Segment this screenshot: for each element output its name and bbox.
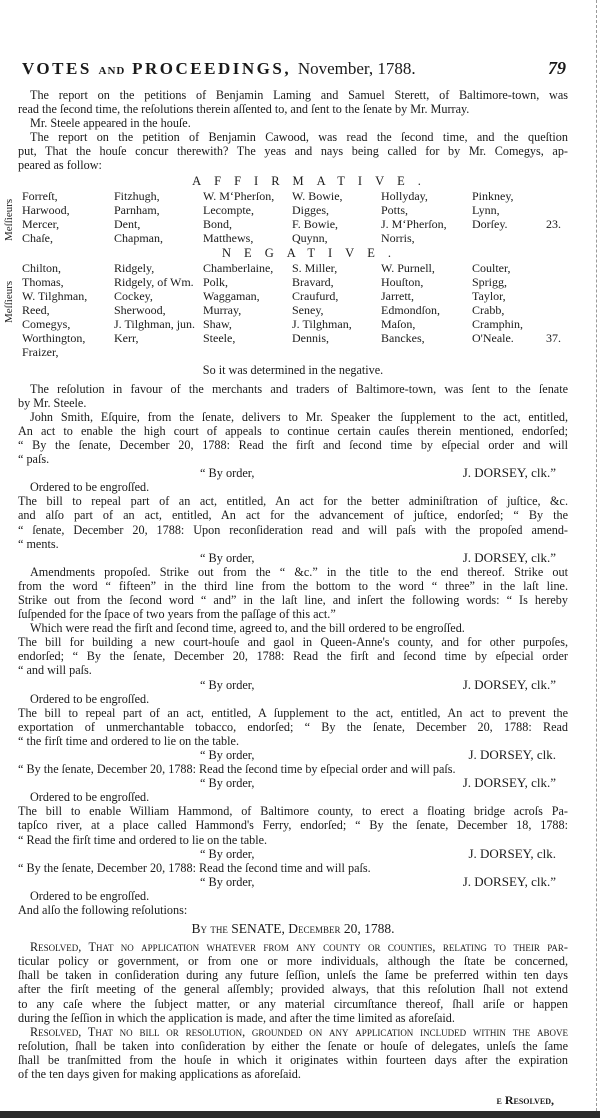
member-name: Chaſe, xyxy=(22,230,53,245)
text-line: of the ten days given for making applications as aforeſaid. xyxy=(18,1066,301,1081)
text-line: during the ſeſſion in which the application is made, and after the time limited as aforeſaid. xyxy=(18,1010,455,1025)
vote-heading: AFFIRMATIVE. xyxy=(192,173,434,188)
vote-table xyxy=(3,188,568,245)
member-name: J. M‘Pherſon, xyxy=(381,216,447,231)
text-line: Mr. Steele appeared in the houſe. xyxy=(30,116,191,131)
paragraph xyxy=(18,889,568,903)
member-name: Kerr, xyxy=(114,330,139,345)
paragraph xyxy=(18,861,568,875)
member-name: Pinkney, xyxy=(472,188,514,203)
text-line: “ paſs. xyxy=(18,452,50,467)
text-line: and alſo part of an act, entitled, An act for the advancement of juſtice, endorſed; “ By the xyxy=(18,508,568,523)
by-order-text: “ By order, xyxy=(200,748,255,762)
scan-edge xyxy=(596,0,597,1111)
member-name: Comegys, xyxy=(22,316,71,331)
text-line: exportation of unmerchantable tobacco, endorſed; “ By the ſenate, December 20, 1788: Read xyxy=(18,719,568,734)
member-name: O'Neale. xyxy=(472,330,514,345)
vote-row xyxy=(18,303,568,317)
vote-row xyxy=(18,275,568,289)
member-name: W. Bowie, xyxy=(292,188,343,203)
paragraph xyxy=(18,940,568,1025)
vote-count: 23. xyxy=(546,216,561,231)
paragraph xyxy=(18,410,568,466)
signature-line xyxy=(18,875,568,889)
vote-table xyxy=(3,260,568,359)
paragraph xyxy=(18,692,568,706)
member-name: Lynn, xyxy=(472,202,500,217)
text-line: Ordered to be engroſſed. xyxy=(30,480,150,495)
member-name: Thomas, xyxy=(22,274,64,289)
running-header xyxy=(18,58,568,88)
member-name: Reed, xyxy=(22,302,50,317)
text-line: “ and will paſs. xyxy=(18,663,92,678)
text-line: reſolution, ſhall be taken into conſideration by either the ſenate or houſe of delegates, unleſs the ſame xyxy=(18,1038,568,1053)
messieurs-label: Meſſieurs xyxy=(3,198,15,241)
paragraph xyxy=(18,480,568,494)
text-line: The bill to repeal part of an act, entitled, An act for the better adminiſtration of juſtice, &c. xyxy=(18,494,568,509)
text-line: ſhall be tranſmitted from the houſe in which it originates within fourteen days after the expiration xyxy=(18,1052,568,1067)
member-name: F. Bowie, xyxy=(292,216,339,231)
title-votes: VOTES xyxy=(22,59,92,78)
text-line: The report on the petitions of Benjamin Laming and Samuel Sterett, of Baltimore-town, was xyxy=(30,88,568,102)
text-line: by Mr. Steele. xyxy=(18,395,87,410)
text-line: from the word “ fifteen” in the third line from the bottom to the word “ three” in the laſt line. xyxy=(18,578,568,593)
member-name: Chamberlaine, xyxy=(203,260,274,275)
vote-row xyxy=(18,203,568,217)
member-name: W. M‘Pherſon, xyxy=(203,188,275,203)
text-line: Ordered to be engroſſed. xyxy=(30,691,150,706)
paragraph xyxy=(18,804,568,846)
paragraph xyxy=(18,1025,568,1081)
member-name: Chapman, xyxy=(114,230,163,245)
member-name: Potts, xyxy=(381,202,409,217)
member-name: W. Purnell, xyxy=(381,260,435,275)
member-name: Houſton, xyxy=(381,274,424,289)
text-line: Resolved, That no application whatever from any county or counties, relating to their par- xyxy=(30,940,568,955)
member-name: Matthews, xyxy=(203,230,254,245)
centered-line: By the SENATE, December 20, 1788. xyxy=(191,921,395,937)
text-line: ſhall be taken in conſideration during any future ſeſſion, unleſs the ſame be preferred within ten days xyxy=(18,968,568,983)
text-line: Which were read the firſt and ſecond time, agreed to, and the bill ordered to be engroſſed. xyxy=(30,621,465,636)
member-name: Lecompte, xyxy=(203,202,254,217)
document-body xyxy=(3,88,568,1081)
text-line: The reſolution in favour of the merchants and traders of Baltimore-town, was ſent to the ſenate xyxy=(30,381,568,396)
by-order-text: “ By order, xyxy=(200,466,255,481)
paragraph xyxy=(18,706,568,748)
messieurs-label: Meſſieurs xyxy=(3,280,15,323)
text-line: The bill to enable William Hammond, of Baltimore county, to erect a floating bridge acroſs Pa- xyxy=(18,804,568,819)
clerk-signature: J. DORSEY, clk.” xyxy=(462,549,556,565)
member-name: W. Tilghman, xyxy=(22,288,88,303)
member-name: Norris, xyxy=(381,230,415,245)
paragraph xyxy=(18,621,568,635)
by-order-text: “ By order, xyxy=(200,776,255,791)
member-name: J. Tilghman, xyxy=(292,316,352,331)
text-line: after the firſt meeting of the general aſſembly; provided always, that this reſolution ſhall not extend xyxy=(18,982,568,997)
vote-count: 37. xyxy=(546,330,561,345)
text-line: Amendments propoſed. Strike out from the “ &c.” in the title to the end thereof. Strike out xyxy=(30,564,568,579)
member-name: Craufurd, xyxy=(292,288,339,303)
vote-row xyxy=(18,231,568,245)
text-line: ſuſpended for the ſpace of two years from the paſſage of this act.” xyxy=(18,607,336,622)
page-title xyxy=(22,59,416,79)
paragraph xyxy=(18,635,568,677)
member-name: Edmondſon, xyxy=(381,302,440,317)
catchword: e Resolved, xyxy=(496,1093,554,1108)
paragraph xyxy=(18,382,568,410)
member-name: Jarrett, xyxy=(381,288,414,303)
member-name: Steele, xyxy=(203,330,236,345)
text-line: “ Read the firſt time and ordered to lie on the table. xyxy=(18,832,268,847)
member-name: Digges, xyxy=(292,202,329,217)
clerk-signature: J. DORSEY, clk.” xyxy=(462,465,556,481)
paragraph xyxy=(18,116,568,130)
member-name: Fraizer, xyxy=(22,344,59,359)
vote-heading: NEGATIVE. xyxy=(222,245,404,260)
member-name: Banckes, xyxy=(381,330,425,345)
member-name: Hollyday, xyxy=(381,188,428,203)
member-name: Dennis, xyxy=(292,330,329,345)
text-line: “ ſenate, December 20, 1788: Upon reconſideration read and will paſs with the propoſed amend- xyxy=(18,522,568,537)
member-name: Crabb, xyxy=(472,302,505,317)
text-line: peared as follow: xyxy=(18,158,102,173)
member-name: Polk, xyxy=(203,274,229,289)
paragraph xyxy=(18,790,568,804)
vote-row xyxy=(18,317,568,331)
member-name: Bond, xyxy=(203,216,233,231)
signature-line xyxy=(18,748,568,762)
text-line: Ordered to be engroſſed. xyxy=(30,790,150,805)
member-name: Coulter, xyxy=(472,260,511,275)
vote-row xyxy=(18,189,568,203)
title-proceedings: PROCEEDINGS, xyxy=(132,59,292,78)
member-name: Harwood, xyxy=(22,202,70,217)
text-line: tapſco river, at a place called Hammond's Ferry, endorſed; “ By the ſenate, December 18, 1788: xyxy=(18,818,568,833)
centered-line: So it was determined in the negative. xyxy=(202,362,384,377)
paragraph xyxy=(18,762,568,776)
member-name: S. Miller, xyxy=(292,260,338,275)
member-name: Dorſey. xyxy=(472,216,508,231)
text-line: The bill to repeal part of an act, entitled, A ſupplement to the act, entitled, An act to prevent the xyxy=(18,705,568,720)
member-name: Cramphin, xyxy=(472,316,523,331)
clerk-signature: J. DORSEY, clk.” xyxy=(462,873,556,889)
text-line: An act to enable the high court of appeals to continue certain cauſes therein mentioned, endorſed; xyxy=(18,423,568,438)
member-name: Forreſt, xyxy=(22,188,58,203)
page-number: 79 xyxy=(548,58,566,78)
paragraph xyxy=(18,903,568,917)
text-line: The report on the petition of Benjamin Cawood, was read the ſecond time, and the queſtion xyxy=(30,130,568,145)
clerk-signature: J. DORSEY, clk.” xyxy=(462,676,556,692)
text-line: read the ſecond time, the reſolutions therein aſſented to, and ſent to the ſenate by Mr. Murray. xyxy=(18,102,470,117)
scan-bottom-band xyxy=(0,1111,600,1118)
vote-row xyxy=(18,261,568,275)
text-line: “ By the ſenate, December 20, 1788: Read the ſecond time and will paſs. xyxy=(18,860,371,875)
title-date: November, 1788. xyxy=(297,59,416,78)
document-page xyxy=(3,58,568,1108)
paragraph xyxy=(18,130,568,172)
signature-line xyxy=(18,678,568,692)
paragraph xyxy=(18,494,568,550)
by-order-text: “ By order, xyxy=(200,550,255,565)
by-order-text: “ By order, xyxy=(200,846,255,861)
by-order-text: “ By order, xyxy=(200,874,255,889)
text-line: Strike out from the ſecond word “ and” in the laſt line, and inſert the following words: “ Is hereby xyxy=(18,592,568,607)
text-line: “ ments. xyxy=(18,536,59,551)
text-line: “ the firſt time and ordered to lie on the table. xyxy=(18,733,239,748)
member-name: Sherwood, xyxy=(114,302,166,317)
member-name: Fitzhugh, xyxy=(114,188,160,203)
vote-row xyxy=(18,289,568,303)
member-name: Mercer, xyxy=(22,216,60,231)
text-line: endorſed; “ By the ſenate, December 20, 1788: Read the firſt and ſecond time by eſpecial order xyxy=(18,649,568,664)
text-line: “ By the ſenate, December 20, 1788: Read the firſt and ſecond time by eſpecial order and will xyxy=(18,437,568,452)
member-name: J. Tilghman, jun. xyxy=(114,316,196,331)
member-name: Worthington, xyxy=(22,330,86,345)
text-line: to any caſe where the ſubject matter, or any material circumſtance thereof, ſhall ariſe or happen xyxy=(18,996,568,1011)
member-name: Maſon, xyxy=(381,316,416,331)
by-order-text: “ By order, xyxy=(200,677,255,692)
member-name: Dent, xyxy=(114,216,141,231)
member-name: Bravard, xyxy=(292,274,334,289)
member-name: Seney, xyxy=(292,302,324,317)
text-line: “ By the ſenate, December 20, 1788: Read the ſecond time by eſpecial order and will paſs. xyxy=(18,762,456,777)
clerk-signature: J. DORSEY, clk. xyxy=(468,747,556,762)
text-line: put, That the houſe concur therewith? The yeas and nays being called for by Mr. Comegys, ap- xyxy=(18,144,568,159)
paragraph xyxy=(18,88,568,116)
member-name: Quynn, xyxy=(292,230,328,245)
member-name: Cockey, xyxy=(114,288,153,303)
member-name: Taylor, xyxy=(472,288,506,303)
member-name: Ridgely, xyxy=(114,260,155,275)
text-line: Resolved, That no bill or reſolution, grounded on any application included within the above xyxy=(30,1024,568,1039)
member-name: Waggaman, xyxy=(203,288,260,303)
clerk-signature: J. DORSEY, clk. xyxy=(468,845,556,861)
vote-row xyxy=(18,345,568,359)
vote-row xyxy=(18,331,568,345)
title-and: AND xyxy=(98,65,126,77)
signature-line xyxy=(18,776,568,790)
clerk-signature: J. DORSEY, clk.” xyxy=(462,775,556,791)
member-name: Parnham, xyxy=(114,202,160,217)
member-name: Chilton, xyxy=(22,260,62,275)
text-line: ticular policy or government, or from one or more individuals, although the ſtate be concerned, xyxy=(18,954,568,969)
member-name: Shaw, xyxy=(203,316,232,331)
signature-line xyxy=(18,847,568,861)
member-name: Ridgely, of Wm. xyxy=(114,274,194,289)
text-line: John Smith, Eſquire, from the ſenate, delivers to Mr. Speaker the ſupplement to the act, entitled, xyxy=(30,409,568,424)
signature-line xyxy=(18,466,568,480)
member-name: Sprigg, xyxy=(472,274,508,289)
text-line: And alſo the following reſolutions: xyxy=(18,903,188,918)
vote-row xyxy=(18,217,568,231)
member-name: Murray, xyxy=(203,302,242,317)
signature-line xyxy=(18,551,568,565)
paragraph xyxy=(18,565,568,621)
text-line: Ordered to be engroſſed. xyxy=(30,888,150,903)
text-line: The bill for building a new court-houſe and gaol in Queen-Anne's county, and for other purpoſes, xyxy=(18,635,568,650)
